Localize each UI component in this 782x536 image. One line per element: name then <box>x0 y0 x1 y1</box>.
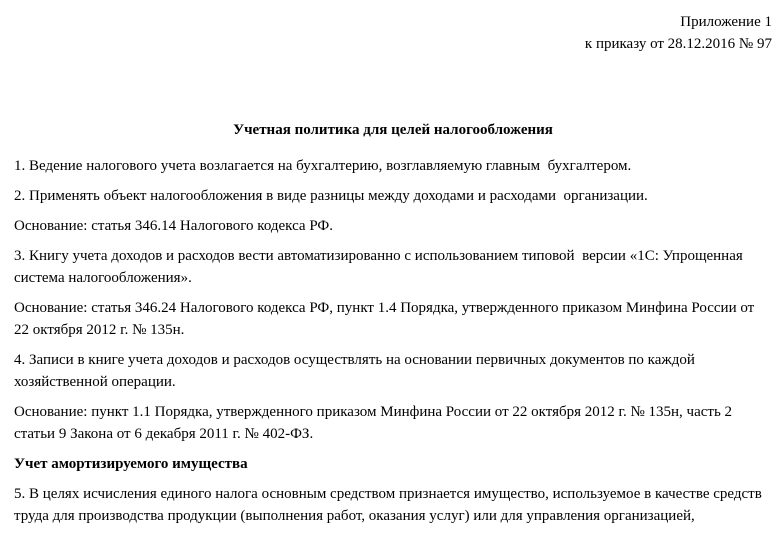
paragraph-basis-order-135n: Основание: пункт 1.1 Порядка, утвержденного приказом Минфина России от 22 октября 2012 г. № 135н, часть 2 статьи 9 Закона от 6 декабря 2011 г. № 402-ФЗ. <box>14 404 736 442</box>
paragraph-5-fixed-assets: 5. В целях исчисления единого налога основным средством признается имущество, используемое в качестве средств труда для производства продукции (выполнения работ, оказания услуг) или для управления организацией, <box>14 486 766 524</box>
paragraph-basis-article-346-14: Основание: статья 346.14 Налогового кодекса РФ. <box>14 218 334 234</box>
paragraph-4-primary-documents: 4. Записи в книге учета доходов и расходов осуществлять на основании первичных документов по каждой хозяйственной операции. <box>14 352 699 390</box>
paragraph-3-income-expense-book: 3. Книгу учета доходов и расходов вести автоматизированно с использованием типовой версии «1С: Упрощенная система налогообложения». <box>14 248 747 286</box>
paragraph-1-tax-accounting: 1. Ведение налогового учета возлагается на бухгалтерию, возглавляемую главным бухгалтером. <box>14 158 632 174</box>
appendix-header-line-2: к приказу от 28.12.2016 № 97 <box>584 36 772 52</box>
section-heading-depreciable-property: Учет амортизируемого имущества <box>14 456 248 472</box>
paragraph-2-taxation-object: 2. Применять объект налогообложения в виде разницы между доходами и расходами организации. <box>14 188 648 204</box>
paragraph-basis-article-346-24: Основание: статья 346.24 Налогового кодекса РФ, пункт 1.4 Порядка, утвержденного приказом Минфина России от 22 октября 2012 г. № 135н. <box>14 300 758 338</box>
appendix-header-line-1: Приложение 1 <box>680 14 772 30</box>
appendix-header <box>14 11 772 55</box>
document-title: Учетная политика для целей налогообложения <box>233 122 553 138</box>
